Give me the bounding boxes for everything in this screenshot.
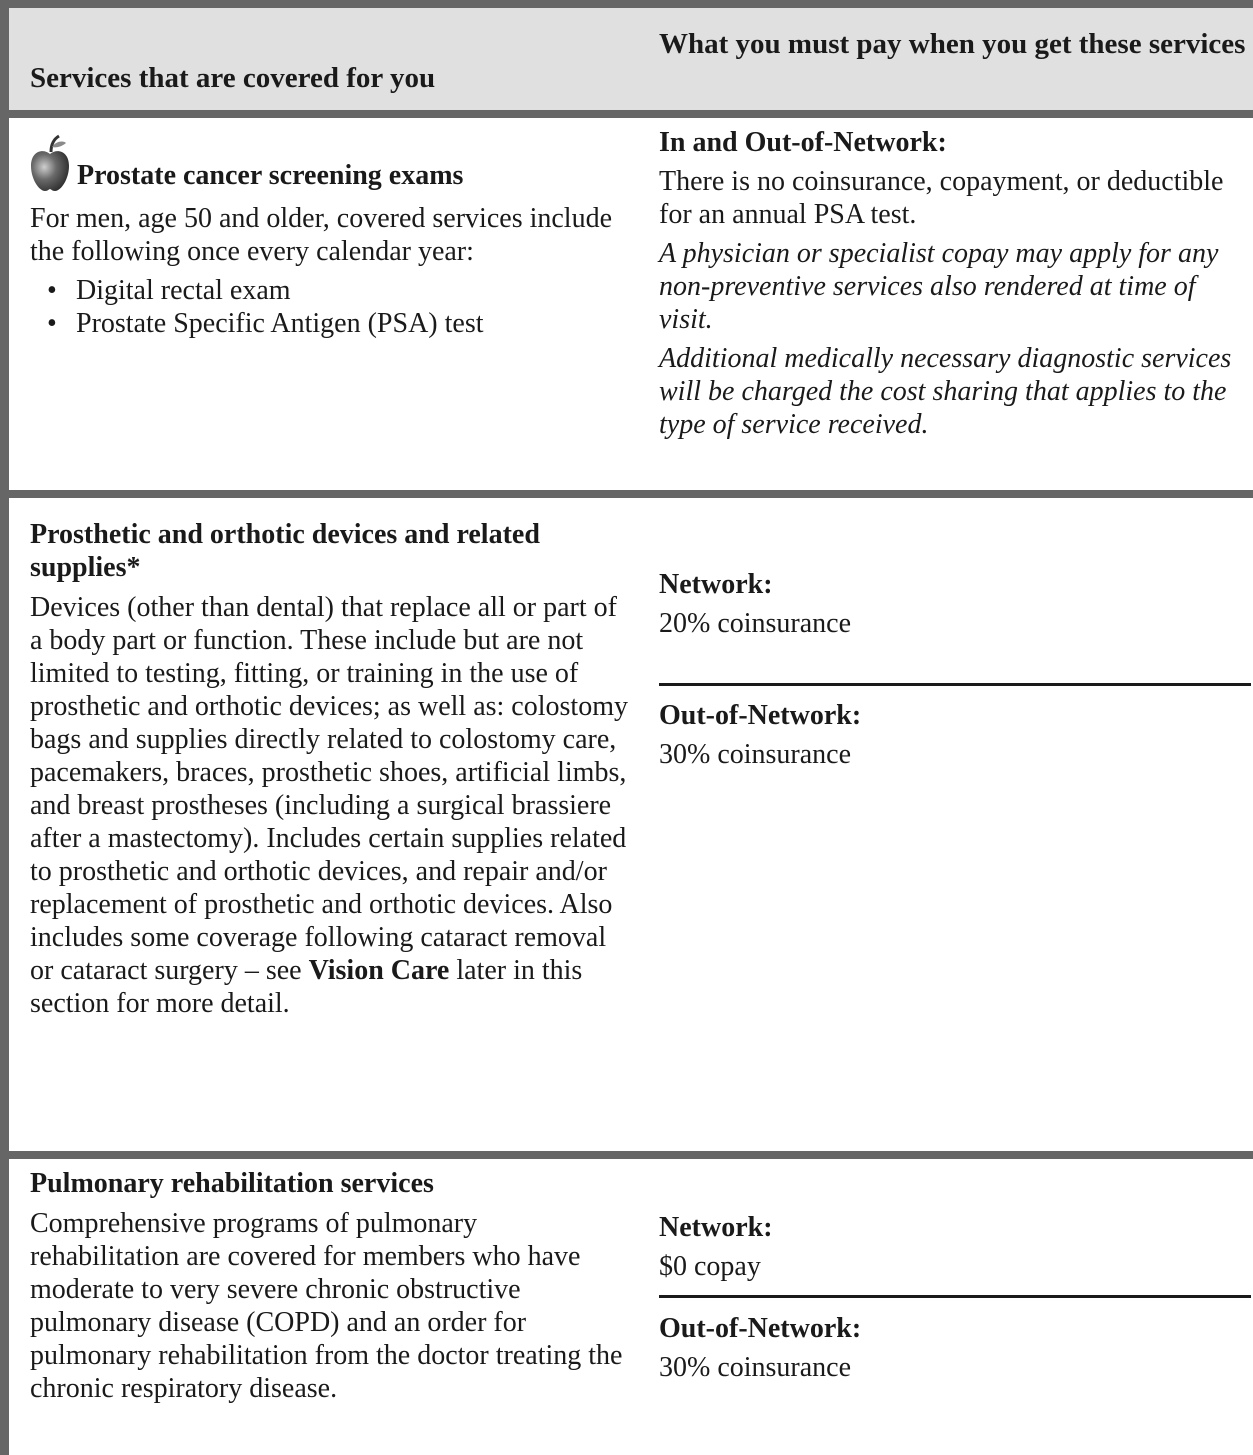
- bullet-icon: •: [47, 308, 57, 339]
- bullet-text: Digital rectal exam: [76, 275, 291, 306]
- cost-divider: [659, 683, 1251, 686]
- row-separator: [9, 110, 1253, 118]
- pulmonary-network-cell: [659, 1211, 1251, 1283]
- prosthetic-oon-cell: [659, 699, 1251, 771]
- pulmonary-services-cell: [30, 1167, 630, 1405]
- prostate-bullet-list: [30, 274, 630, 340]
- table-row-pulmonary: [9, 1159, 1253, 1455]
- prostate-title-line: [30, 134, 630, 192]
- prosthetic-oon-heading: Out-of-Network:: [659, 700, 862, 731]
- row-separator: [9, 490, 1253, 498]
- apple-icon: [30, 134, 70, 192]
- pulmonary-oon-cell: [659, 1312, 1251, 1384]
- prostate-services-cell: [30, 134, 630, 340]
- cost-divider: [659, 1295, 1251, 1298]
- prostate-intro: For men, age 50 and older, covered services include the following once every calendar year:: [30, 203, 612, 267]
- prostate-title: Prostate cancer screening exams: [77, 160, 464, 191]
- prosthetic-description-end: later in this section for more detail.: [30, 955, 583, 1019]
- vision-care-reference: Vision Care: [308, 955, 450, 986]
- pulmonary-oon-cost: 30% coinsurance: [659, 1352, 852, 1383]
- header-what-you-pay: What you must pay when you get these services: [659, 28, 1246, 60]
- bullet-text: Prostate Specific Antigen (PSA) test: [76, 308, 484, 339]
- table-top-border: [9, 0, 1253, 8]
- pulmonary-network-cost: $0 copay: [659, 1251, 761, 1282]
- prosthetic-description-text: Devices (other than dental) that replace all or part of a body part or function. These include but are not limited to testing, fitting, or training in the use of prosthetic and orthotic devices; as well as: colostomy bags and supplies directly related to colostomy care, pacemakers, braces, prosthetic shoes, artificial limbs, and breast prostheses (including a surgical brassiere after a mastectomy). Includes certain supplies related to prosthetic and orthotic devices, and repair and/or replacement of prosthetic and orthotic devices. Also includes some coverage following cataract removal or cataract surgery – see: [30, 592, 628, 986]
- table-header-row: [9, 8, 1253, 110]
- prosthetic-description: [30, 591, 630, 1020]
- prosthetic-services-cell: [30, 518, 630, 1020]
- prostate-cost-text: There is no coinsurance, copayment, or deductible for an annual PSA test.: [659, 166, 1224, 230]
- prostate-note-physician: A physician or specialist copay may apply for any non-preventive services also rendered at time of visit.: [659, 238, 1219, 335]
- pulmonary-oon-heading: Out-of-Network:: [659, 1313, 862, 1344]
- pulmonary-network-heading: Network:: [659, 1212, 773, 1243]
- prosthetic-network-cost: 20% coinsurance: [659, 608, 852, 639]
- bullet-icon: •: [47, 275, 57, 306]
- table-row-prosthetic: [9, 498, 1253, 1060]
- list-item: [30, 274, 630, 307]
- row-separator: [9, 1151, 1253, 1159]
- prostate-cost-cell: [659, 126, 1251, 441]
- prosthetic-network-heading: Network:: [659, 569, 773, 600]
- prosthetic-network-cell: [659, 568, 1251, 640]
- list-item: [30, 307, 630, 340]
- prostate-note-diagnostic: Additional medically necessary diagnostic services will be charged the cost sharing that applies to the type of service received.: [659, 343, 1232, 440]
- pulmonary-title: Pulmonary rehabilitation services: [30, 1168, 434, 1199]
- prostate-cost-heading: In and Out-of-Network:: [659, 127, 947, 158]
- prosthetic-oon-cost: 30% coinsurance: [659, 739, 852, 770]
- prosthetic-title: Prosthetic and orthotic devices and related supplies*: [30, 519, 540, 583]
- table-row-prostate: [9, 118, 1253, 490]
- pulmonary-description: Comprehensive programs of pulmonary rehabilitation are covered for members who have moderate to very severe chronic obstructive pulmonary disease (COPD) and an order for pulmonary rehabilitation from the doctor treating the chronic respiratory disease.: [30, 1208, 623, 1404]
- header-services-covered: Services that are covered for you: [30, 62, 436, 94]
